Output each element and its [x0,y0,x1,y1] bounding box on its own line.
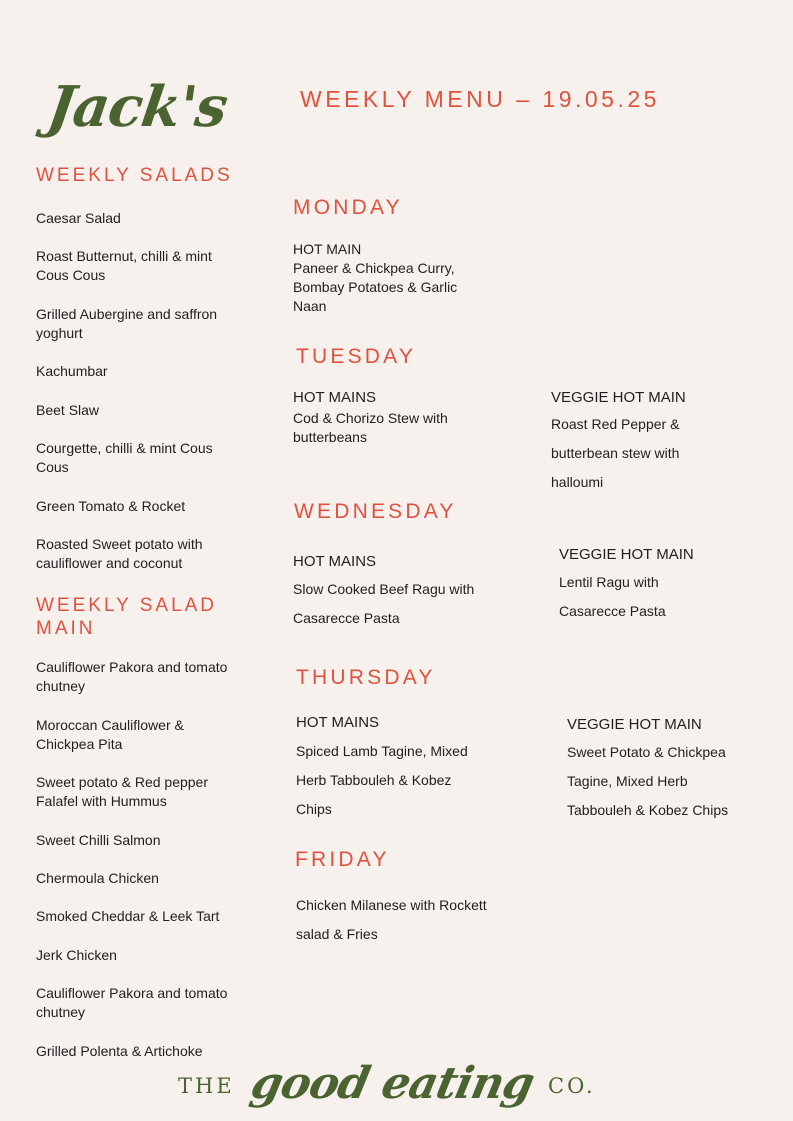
salad-item: Green Tomato & Rocket [36,498,186,514]
weekly-salad-main-heading-line1: WEEKLY SALAD [36,595,218,616]
salad-main-item: Chermoula Chicken [36,870,159,886]
salad-item: Courgette, chilli & mint Cous Cous [36,440,213,475]
wednesday-veg-dish: Lentil Ragu with Casarecce Pasta [559,574,666,619]
friday-heading: FRIDAY [295,848,390,871]
footer-co: CO. [548,1074,596,1098]
salad-item: Caesar Salad [36,210,121,226]
salad-item: Grilled Aubergine and saffron yoghurt [36,306,218,341]
wednesday-heading: WEDNESDAY [294,500,457,523]
salad-main-item: Cauliflower Pakora and tomato chutney [36,985,228,1020]
salad-item: Beet Slaw [36,402,100,418]
page-title: WEEKLY MENU – 19.05.25 [300,86,660,112]
monday-hot-label: HOT MAIN [293,241,362,257]
salad-main-item: Sweet potato & Red pepper Falafel with Hummus [36,774,209,809]
tuesday-hot-dish: Cod & Chorizo Stew with butterbeans [293,410,448,445]
wednesday-veg-label: VEGGIE HOT MAIN [559,546,694,563]
weekly-salad-main-heading [36,594,217,640]
salad-main-item: Jerk Chicken [36,947,117,963]
salad-item: Roasted Sweet potato with cauliflower and coconut [36,536,203,571]
thursday-veg-label: VEGGIE HOT MAIN [567,716,702,733]
thursday-hot-label: HOT MAINS [296,714,380,731]
friday-dish: Chicken Milanese with Rockett salad & Fries [296,897,487,942]
salad-main-item: Moroccan Cauliflower & Chickpea Pita [36,717,184,752]
wednesday-hot-dish: Slow Cooked Beef Ragu with Casarecce Pasta [293,581,475,626]
salad-main-item: Sweet Chilli Salmon [36,832,161,848]
jacks-logo: Jack's [43,74,231,140]
salad-item: Kachumbar [36,363,108,379]
tuesday-heading: TUESDAY [296,345,417,368]
weekly-salad-main-heading-line2: MAIN [36,618,96,639]
salad-main-item: Grilled Polenta & Artichoke [36,1043,203,1059]
wednesday-hot-label: HOT MAINS [293,553,377,570]
tuesday-hot-label: HOT MAINS [293,389,377,406]
thursday-heading: THURSDAY [296,666,436,689]
monday-section [293,240,473,316]
thursday-hot-dish: Spiced Lamb Tagine, Mixed Herb Tabbouleh & Kobez Chips [296,743,468,817]
thursday-veg-dish: Sweet Potato & Chickpea Tagine, Mixed Herb Tabbouleh & Kobez Chips [567,744,729,818]
salad-main-item: Cauliflower Pakora and tomato chutney [36,659,228,694]
salad-main-item: Smoked Cheddar & Leek Tart [36,908,220,924]
salad-item: Roast Butternut, chilli & mint Cous Cous [36,248,212,283]
weekly-salads-heading: WEEKLY SALADS [36,165,233,186]
good-eating-co-logo [178,1056,618,1116]
monday-hot-dish: Paneer & Chickpea Curry, Bombay Potatoes & Garlic Naan [293,260,458,314]
tuesday-veg-label: VEGGIE HOT MAIN [551,389,686,406]
monday-heading: MONDAY [293,196,403,219]
tuesday-veg-dish: Roast Red Pepper & butterbean stew with halloumi [551,416,680,490]
footer-the: THE [178,1074,235,1098]
footer-script: good eating [246,1058,539,1109]
